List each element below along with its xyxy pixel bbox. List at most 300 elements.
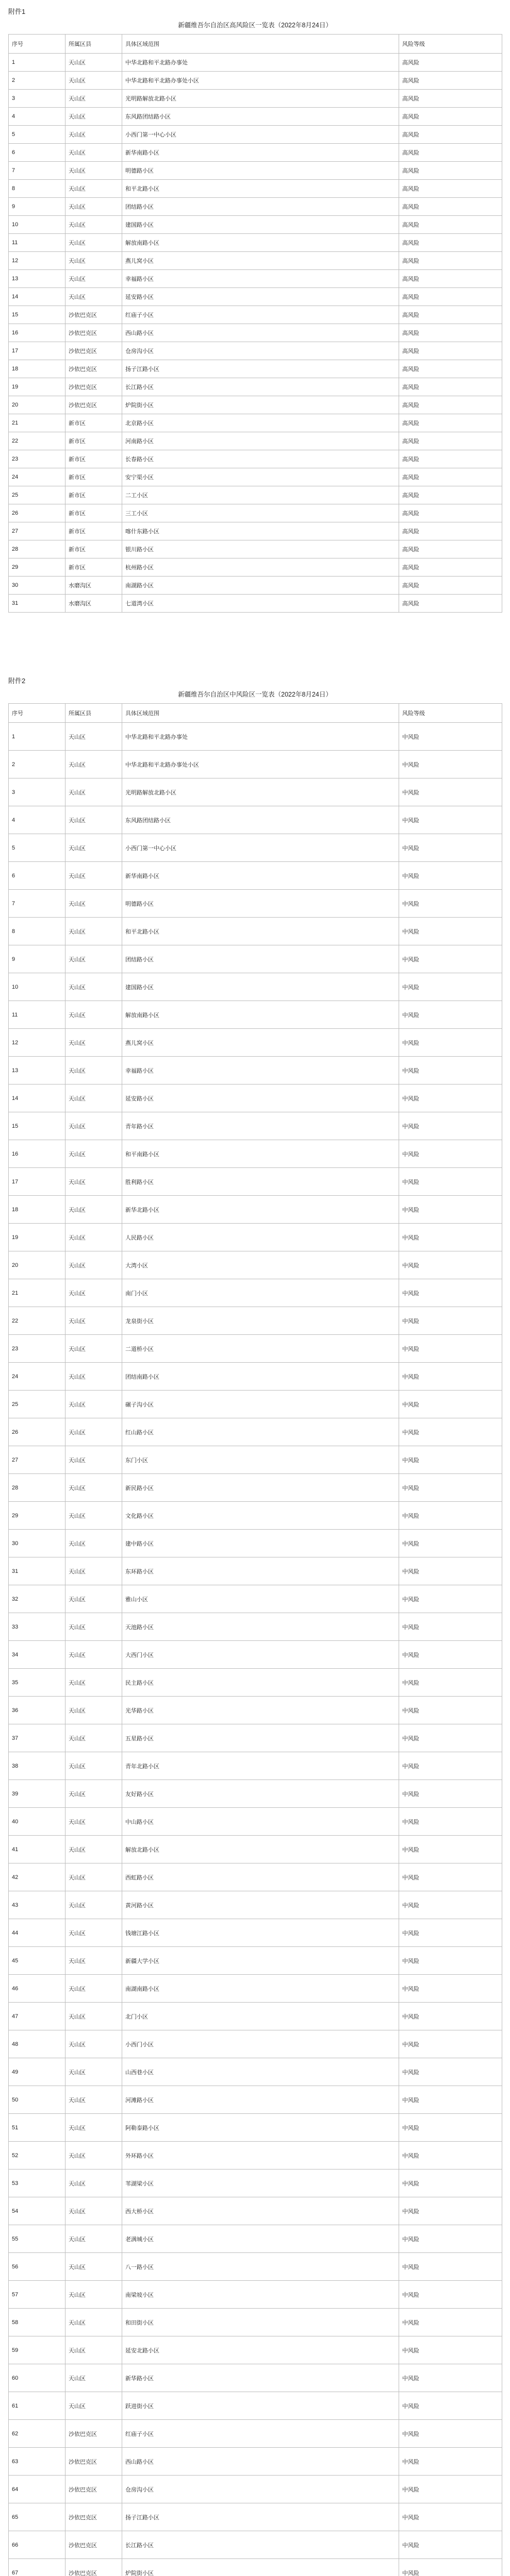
cell-risk-level: 中风险	[399, 1391, 502, 1418]
cell-area: 杭州路小区	[122, 558, 399, 577]
cell-district: 沙依巴克区	[65, 396, 122, 414]
cell-risk-level: 高风险	[399, 90, 502, 108]
cell-district: 天山区	[65, 2142, 122, 2170]
cell-risk-level: 中风险	[399, 1502, 502, 1530]
cell-risk-level: 中风险	[399, 1418, 502, 1446]
table-row	[9, 973, 502, 1001]
table-row	[9, 2559, 502, 2576]
cell-district: 天山区	[65, 1557, 122, 1585]
cell-area: 阿勒泰路小区	[122, 2114, 399, 2142]
cell-area: 西虹路小区	[122, 1863, 399, 1891]
table-row	[9, 216, 502, 234]
cell-index: 58	[9, 2309, 65, 2336]
cell-risk-level: 中风险	[399, 1641, 502, 1669]
table-row	[9, 2420, 502, 2448]
table-row	[9, 144, 502, 162]
cell-district: 沙依巴克区	[65, 2420, 122, 2448]
cell-risk-level: 中风险	[399, 1446, 502, 1474]
cell-area: 幸福路小区	[122, 270, 399, 288]
table-row	[9, 890, 502, 918]
cell-risk-level: 高风险	[399, 414, 502, 432]
cell-risk-level: 高风险	[399, 504, 502, 522]
cell-risk-level: 高风险	[399, 468, 502, 486]
header-area: 具体区域范围	[122, 704, 399, 723]
cell-risk-level: 中风险	[399, 1196, 502, 1224]
cell-risk-level: 高风险	[399, 288, 502, 306]
cell-district: 天山区	[65, 1112, 122, 1140]
cell-index: 62	[9, 2420, 65, 2448]
cell-district: 沙依巴克区	[65, 2448, 122, 2476]
cell-district: 新市区	[65, 414, 122, 432]
cell-district: 天山区	[65, 1891, 122, 1919]
cell-district: 天山区	[65, 1669, 122, 1697]
cell-area: 光明路解放北路小区	[122, 778, 399, 806]
cell-risk-level: 高风险	[399, 396, 502, 414]
cell-risk-level: 中风险	[399, 1669, 502, 1697]
table-row	[9, 1891, 502, 1919]
high-risk-table-title: 新疆维吾尔自治区高风险区一览表（2022年8月24日）	[178, 22, 332, 29]
cell-district: 天山区	[65, 1752, 122, 1780]
cell-risk-level: 高风险	[399, 270, 502, 288]
cell-index: 52	[9, 2142, 65, 2170]
table-row	[9, 862, 502, 890]
cell-area: 燕儿窝小区	[122, 1029, 399, 1057]
cell-area: 西山路小区	[122, 2448, 399, 2476]
cell-district: 天山区	[65, 2030, 122, 2058]
table-row	[9, 342, 502, 360]
cell-district: 天山区	[65, 1947, 122, 1975]
cell-risk-level: 中风险	[399, 1474, 502, 1502]
cell-district: 新市区	[65, 540, 122, 558]
table-row	[9, 2448, 502, 2476]
cell-index: 9	[9, 945, 65, 973]
cell-index: 15	[9, 306, 65, 324]
cell-area: 东门小区	[122, 1446, 399, 1474]
cell-district: 天山区	[65, 973, 122, 1001]
cell-risk-level: 中风险	[399, 834, 502, 862]
table-row	[9, 1446, 502, 1474]
cell-district: 天山区	[65, 1613, 122, 1641]
cell-risk-level: 中风险	[399, 1140, 502, 1168]
cell-district: 天山区	[65, 2309, 122, 2336]
cell-index: 27	[9, 1446, 65, 1474]
cell-area: 中华北路和平北路办事处	[122, 723, 399, 751]
table-row	[9, 306, 502, 324]
cell-risk-level: 中风险	[399, 2086, 502, 2114]
cell-risk-level: 高风险	[399, 577, 502, 595]
cell-index: 38	[9, 1752, 65, 1780]
cell-index: 28	[9, 540, 65, 558]
cell-district: 天山区	[65, 108, 122, 126]
cell-area: 延安路小区	[122, 1084, 399, 1112]
table-row	[9, 1530, 502, 1557]
table-row	[9, 270, 502, 288]
cell-area: 东风路团结路小区	[122, 108, 399, 126]
cell-index: 26	[9, 1418, 65, 1446]
cell-index: 3	[9, 778, 65, 806]
cell-area: 中华北路和平北路办事处小区	[122, 751, 399, 778]
cell-area: 二道桥小区	[122, 1335, 399, 1363]
cell-district: 天山区	[65, 751, 122, 778]
cell-district: 天山区	[65, 180, 122, 198]
cell-district: 天山区	[65, 1446, 122, 1474]
cell-risk-level: 中风险	[399, 1251, 502, 1279]
table-row	[9, 1863, 502, 1891]
table-row	[9, 1112, 502, 1140]
cell-area: 和田街小区	[122, 2309, 399, 2336]
cell-district: 天山区	[65, 890, 122, 918]
table-row	[9, 2170, 502, 2197]
cell-index: 3	[9, 90, 65, 108]
cell-district: 沙依巴克区	[65, 2503, 122, 2531]
section-gap	[0, 613, 510, 669]
cell-index: 8	[9, 180, 65, 198]
cell-district: 天山区	[65, 1391, 122, 1418]
cell-risk-level: 高风险	[399, 252, 502, 270]
cell-area: 西大桥小区	[122, 2197, 399, 2225]
cell-area: 五星路小区	[122, 1724, 399, 1752]
cell-index: 67	[9, 2559, 65, 2576]
table-row	[9, 234, 502, 252]
cell-index: 14	[9, 1084, 65, 1112]
cell-risk-level: 中风险	[399, 1947, 502, 1975]
cell-index: 53	[9, 2170, 65, 2197]
cell-index: 59	[9, 2336, 65, 2364]
cell-risk-level: 中风险	[399, 2058, 502, 2086]
cell-risk-level: 高风险	[399, 162, 502, 180]
cell-risk-level: 中风险	[399, 2281, 502, 2309]
cell-risk-level: 中风险	[399, 1975, 502, 2003]
attachment-1-label: 附件1	[8, 8, 26, 15]
table-row	[9, 90, 502, 108]
cell-district: 天山区	[65, 1724, 122, 1752]
cell-area: 中山路小区	[122, 1808, 399, 1836]
table-row	[9, 360, 502, 378]
table-row	[9, 2364, 502, 2392]
cell-risk-level: 中风险	[399, 1307, 502, 1335]
cell-district: 天山区	[65, 1279, 122, 1307]
cell-risk-level: 中风险	[399, 2225, 502, 2253]
header-risk-level: 风险等级	[399, 35, 502, 54]
table-row	[9, 595, 502, 613]
cell-area: 东环路小区	[122, 1557, 399, 1585]
cell-index: 13	[9, 270, 65, 288]
cell-index: 5	[9, 834, 65, 862]
cell-area: 河滩路小区	[122, 2086, 399, 2114]
cell-district: 天山区	[65, 2170, 122, 2197]
cell-index: 26	[9, 504, 65, 522]
cell-district: 新市区	[65, 558, 122, 577]
cell-district: 天山区	[65, 1196, 122, 1224]
cell-area: 扬子江路小区	[122, 2503, 399, 2531]
cell-risk-level: 高风险	[399, 198, 502, 216]
cell-risk-level: 中风险	[399, 1808, 502, 1836]
cell-area: 建国路小区	[122, 216, 399, 234]
cell-risk-level: 中风险	[399, 2420, 502, 2448]
cell-area: 中华北路和平北路办事处小区	[122, 72, 399, 90]
cell-area: 三工小区	[122, 504, 399, 522]
cell-risk-level: 中风险	[399, 2336, 502, 2364]
cell-risk-level: 高风险	[399, 126, 502, 144]
table-row	[9, 2309, 502, 2336]
cell-index: 1	[9, 723, 65, 751]
cell-area: 青年路小区	[122, 1112, 399, 1140]
cell-district: 天山区	[65, 1474, 122, 1502]
cell-area: 中华北路和平北路办事处	[122, 54, 399, 72]
cell-risk-level: 中风险	[399, 1001, 502, 1029]
cell-district: 水磨沟区	[65, 595, 122, 613]
cell-area: 团结南路小区	[122, 1363, 399, 1391]
cell-district: 新市区	[65, 450, 122, 468]
cell-area: 跃进街小区	[122, 2392, 399, 2420]
cell-area: 和平南路小区	[122, 1140, 399, 1168]
cell-index: 14	[9, 288, 65, 306]
table-row	[9, 378, 502, 396]
cell-area: 南门小区	[122, 1279, 399, 1307]
table-row	[9, 2142, 502, 2170]
cell-index: 29	[9, 558, 65, 577]
cell-district: 沙依巴克区	[65, 2559, 122, 2576]
cell-index: 22	[9, 1307, 65, 1335]
cell-area: 北京路小区	[122, 414, 399, 432]
table-row	[9, 1418, 502, 1446]
cell-district: 天山区	[65, 1418, 122, 1446]
table-row	[9, 1502, 502, 1530]
cell-area: 小西门小区	[122, 2030, 399, 2058]
high-risk-sheet	[8, 16, 502, 613]
cell-index: 10	[9, 216, 65, 234]
table-row	[9, 54, 502, 72]
table-row	[9, 1363, 502, 1391]
cell-district: 天山区	[65, 162, 122, 180]
cell-district: 天山区	[65, 1224, 122, 1251]
cell-index: 20	[9, 1251, 65, 1279]
cell-risk-level: 中风险	[399, 1530, 502, 1557]
cell-area: 西山路小区	[122, 324, 399, 342]
table-row	[9, 2253, 502, 2281]
table-row	[9, 2058, 502, 2086]
cell-index: 24	[9, 1363, 65, 1391]
cell-district: 天山区	[65, 72, 122, 90]
cell-index: 7	[9, 890, 65, 918]
cell-risk-level: 高风险	[399, 595, 502, 613]
cell-district: 天山区	[65, 918, 122, 945]
cell-district: 天山区	[65, 1530, 122, 1557]
cell-risk-level: 中风险	[399, 778, 502, 806]
cell-risk-level: 中风险	[399, 2253, 502, 2281]
cell-district: 天山区	[65, 1808, 122, 1836]
table-row	[9, 324, 502, 342]
cell-risk-level: 高风险	[399, 216, 502, 234]
table-row	[9, 396, 502, 414]
cell-area: 长江路小区	[122, 2531, 399, 2559]
cell-index: 16	[9, 324, 65, 342]
table-row	[9, 1279, 502, 1307]
header-index: 序号	[9, 704, 65, 723]
cell-district: 天山区	[65, 1307, 122, 1335]
cell-area: 长江路小区	[122, 378, 399, 396]
cell-index: 48	[9, 2030, 65, 2058]
cell-index: 12	[9, 1029, 65, 1057]
cell-index: 8	[9, 918, 65, 945]
cell-index: 17	[9, 1168, 65, 1196]
cell-risk-level: 中风险	[399, 1836, 502, 1863]
cell-district: 天山区	[65, 834, 122, 862]
cell-area: 小西门第一中心小区	[122, 126, 399, 144]
cell-risk-level: 高风险	[399, 540, 502, 558]
cell-area: 团结路小区	[122, 198, 399, 216]
table-row	[9, 2392, 502, 2420]
cell-district: 天山区	[65, 1641, 122, 1669]
cell-index: 41	[9, 1836, 65, 1863]
cell-area: 燕儿窝小区	[122, 252, 399, 270]
cell-index: 4	[9, 108, 65, 126]
cell-district: 天山区	[65, 252, 122, 270]
table-row	[9, 577, 502, 595]
cell-area: 苇湖梁小区	[122, 2170, 399, 2197]
cell-index: 37	[9, 1724, 65, 1752]
table-row	[9, 1724, 502, 1752]
table-row	[9, 834, 502, 862]
cell-district: 天山区	[65, 806, 122, 834]
table-row	[9, 162, 502, 180]
table-row	[9, 1780, 502, 1808]
table-row	[9, 450, 502, 468]
cell-index: 56	[9, 2253, 65, 2281]
table-row	[9, 1474, 502, 1502]
cell-risk-level: 中风险	[399, 2003, 502, 2030]
cell-district: 沙依巴克区	[65, 342, 122, 360]
table-row	[9, 522, 502, 540]
table-row	[9, 1557, 502, 1585]
cell-index: 6	[9, 144, 65, 162]
cell-district: 天山区	[65, 723, 122, 751]
cell-district: 天山区	[65, 2364, 122, 2392]
table-row	[9, 1335, 502, 1363]
cell-risk-level: 中风险	[399, 1613, 502, 1641]
cell-risk-level: 中风险	[399, 1557, 502, 1585]
cell-index: 66	[9, 2531, 65, 2559]
cell-risk-level: 中风险	[399, 2531, 502, 2559]
cell-area: 天池路小区	[122, 1613, 399, 1641]
cell-area: 龙泉街小区	[122, 1307, 399, 1335]
cell-district: 天山区	[65, 1084, 122, 1112]
cell-area: 小西门第一中心小区	[122, 834, 399, 862]
table-row	[9, 2336, 502, 2364]
cell-area: 大西门小区	[122, 1641, 399, 1669]
cell-index: 6	[9, 862, 65, 890]
table-row	[9, 540, 502, 558]
cell-index: 23	[9, 1335, 65, 1363]
cell-risk-level: 中风险	[399, 1279, 502, 1307]
cell-district: 天山区	[65, 2392, 122, 2420]
cell-index: 28	[9, 1474, 65, 1502]
cell-area: 红庙子小区	[122, 306, 399, 324]
cell-area: 南湖南路小区	[122, 1975, 399, 2003]
cell-area: 新华南路小区	[122, 862, 399, 890]
cell-index: 21	[9, 414, 65, 432]
table-row	[9, 1752, 502, 1780]
cell-district: 天山区	[65, 1335, 122, 1363]
cell-area: 山西巷小区	[122, 2058, 399, 2086]
cell-district: 沙依巴克区	[65, 2476, 122, 2503]
cell-district: 沙依巴克区	[65, 306, 122, 324]
table-row	[9, 1196, 502, 1224]
table-row	[9, 1836, 502, 1863]
table-row	[9, 558, 502, 577]
cell-risk-level: 高风险	[399, 234, 502, 252]
cell-area: 仓房沟小区	[122, 2476, 399, 2503]
high-risk-header-row	[9, 35, 502, 54]
cell-area: 老满城小区	[122, 2225, 399, 2253]
cell-index: 18	[9, 1196, 65, 1224]
cell-index: 44	[9, 1919, 65, 1947]
cell-area: 解放南路小区	[122, 234, 399, 252]
table-row	[9, 2086, 502, 2114]
medium-risk-header-row	[9, 704, 502, 723]
cell-area: 东风路团结路小区	[122, 806, 399, 834]
cell-index: 50	[9, 2086, 65, 2114]
cell-index: 2	[9, 751, 65, 778]
cell-index: 24	[9, 468, 65, 486]
cell-risk-level: 中风险	[399, 945, 502, 973]
cell-district: 天山区	[65, 2197, 122, 2225]
cell-index: 19	[9, 378, 65, 396]
cell-area: 二工小区	[122, 486, 399, 504]
cell-district: 天山区	[65, 1140, 122, 1168]
cell-index: 20	[9, 396, 65, 414]
cell-area: 和平北路小区	[122, 180, 399, 198]
cell-risk-level: 高风险	[399, 108, 502, 126]
table-row	[9, 1919, 502, 1947]
cell-index: 4	[9, 806, 65, 834]
cell-index: 12	[9, 252, 65, 270]
cell-district: 沙依巴克区	[65, 2531, 122, 2559]
cell-index: 30	[9, 1530, 65, 1557]
table-row	[9, 180, 502, 198]
cell-area: 新民路小区	[122, 1474, 399, 1502]
table-row	[9, 1057, 502, 1084]
table-row	[9, 2197, 502, 2225]
cell-index: 17	[9, 342, 65, 360]
table-row	[9, 1613, 502, 1641]
cell-area: 红山路小区	[122, 1418, 399, 1446]
cell-risk-level: 中风险	[399, 1919, 502, 1947]
table-row	[9, 414, 502, 432]
cell-area: 光明路解放北路小区	[122, 90, 399, 108]
table-row	[9, 2476, 502, 2503]
cell-district: 天山区	[65, 1780, 122, 1808]
cell-index: 10	[9, 973, 65, 1001]
table-row	[9, 72, 502, 90]
cell-area: 新华北路小区	[122, 1196, 399, 1224]
cell-district: 沙依巴克区	[65, 324, 122, 342]
cell-index: 22	[9, 432, 65, 450]
cell-risk-level: 中风险	[399, 1863, 502, 1891]
cell-area: 外环路小区	[122, 2142, 399, 2170]
cell-district: 天山区	[65, 2281, 122, 2309]
attachment-2-label: 附件2	[8, 677, 26, 685]
table-row	[9, 1669, 502, 1697]
cell-area: 民主路小区	[122, 1669, 399, 1697]
medium-risk-table-body	[9, 723, 502, 2576]
cell-index: 30	[9, 577, 65, 595]
cell-area: 河南路小区	[122, 432, 399, 450]
cell-district: 天山区	[65, 1001, 122, 1029]
table-row	[9, 1947, 502, 1975]
table-row	[9, 945, 502, 973]
cell-risk-level: 中风险	[399, 2142, 502, 2170]
